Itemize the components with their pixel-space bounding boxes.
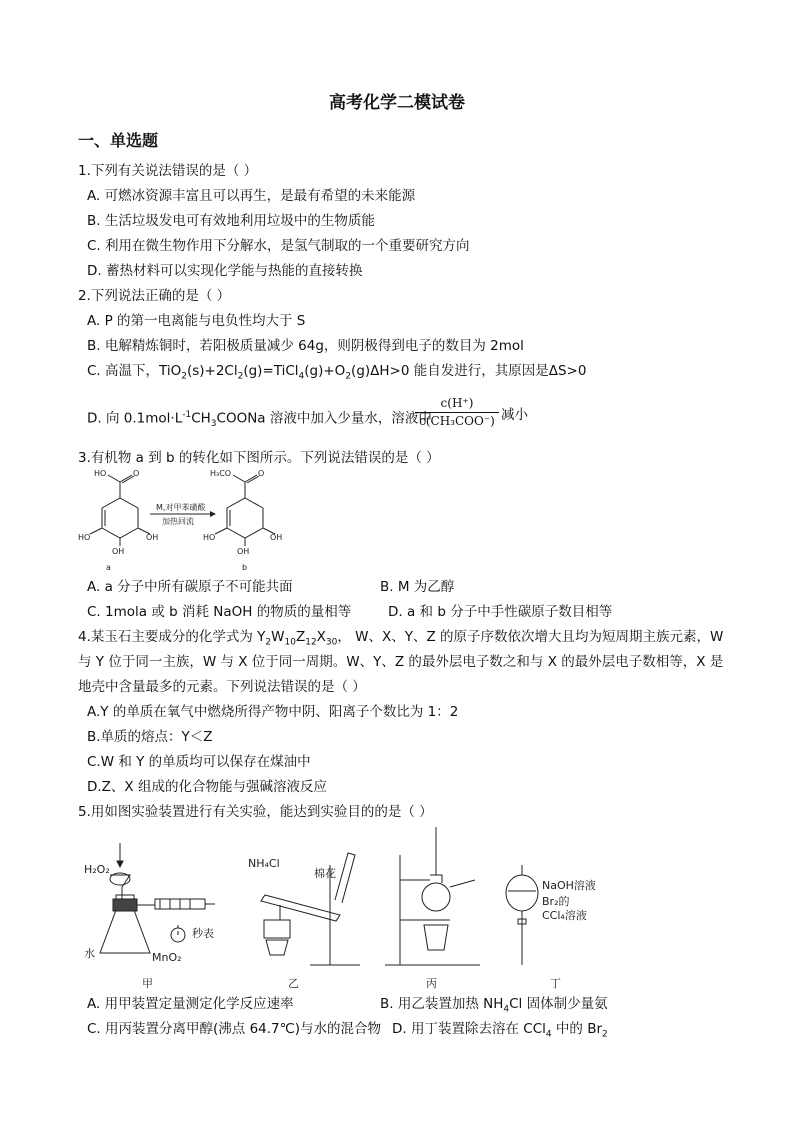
reagent-top: M,对甲苯磺酸	[156, 503, 206, 512]
group-o-b: O	[258, 469, 265, 478]
label-mno2: MnO₂	[152, 951, 182, 964]
q3-option-b: B. M 为乙醇	[380, 579, 455, 595]
caption-jia: 甲	[142, 977, 153, 990]
label-b: b	[242, 563, 248, 572]
q4-stem-line1: 4.某玉石主要成分的化学式为 $Y_2W_{10}Z_{12}X_{30}$， W、X、Y、Z 的原子序数依次增大且均为短周期主族元素，W	[78, 629, 724, 648]
molecule-a	[90, 475, 150, 546]
q3-option-a: A. a 分子中所有碳原子不可能共面	[87, 579, 293, 595]
q3-option-c: C. 1mola 或 b 消耗 NaOH 的物质的量相等	[87, 604, 352, 620]
label-h2o2: H₂O₂	[84, 863, 110, 876]
label-nh4cl: NH₄Cl	[248, 857, 280, 870]
q4-stem-line3: 地壳中含量最多的元素。下列说法错误的是（ ）	[78, 679, 366, 695]
q1-option-d: D. 蓄热材料可以实现化学能与热能的直接转换	[87, 263, 363, 279]
fraction-denominator: c(CH₃COO⁻)	[419, 414, 495, 428]
q3-stem: 3.有机物 a 到 b 的转化如下图所示。下列说法错误的是（ ）	[78, 450, 440, 466]
group-oh-a2: OH	[146, 533, 159, 542]
q2-option-d-tail: 减小	[501, 407, 528, 423]
q5-option-a: A. 用甲装置定量测定化学反应速率	[87, 996, 294, 1012]
caption-bing: 丙	[426, 977, 437, 990]
q5-option-c: C. 用丙装置分离甲醇(沸点 64.7℃)与水的混合物	[87, 1021, 382, 1037]
apparatus-ding	[506, 865, 538, 965]
label-water: 水	[84, 947, 95, 960]
reagent-bottom: 加热回流	[162, 517, 194, 526]
q3-reaction-scheme	[78, 469, 283, 575]
q5-stem: 5.用如图实验装置进行有关实验，能达到实验目的的是（ ）	[78, 804, 433, 820]
q4-option-a: A.Y 的单质在氧气中燃烧所得产物中阴、阳离子个数比为 1：2	[87, 704, 459, 720]
label-ccl4: CCl₄溶液	[542, 909, 587, 922]
group-ho-a2: HO	[78, 533, 91, 542]
q2-option-a: A. P 的第一电离能与电负性均大于 S	[87, 313, 306, 329]
q2-fraction	[413, 396, 501, 432]
group-ho-a: HO	[94, 469, 107, 478]
q2-option-b: B. 电解精炼铜时，若阳极质量减少 64g，则阴极得到电子的数目为 2mol	[87, 338, 524, 354]
group-ho-b: HO	[203, 533, 216, 542]
group-o-a: O	[133, 469, 140, 478]
label-a: a	[106, 563, 111, 572]
group-h3co-b: H₃CO	[210, 469, 232, 478]
q5-apparatus-figure	[80, 825, 620, 990]
q2-stem: 2.下列说法正确的是（ ）	[78, 288, 231, 304]
label-cotton: 棉花	[314, 867, 336, 880]
apparatus-bing	[385, 827, 480, 965]
arrow-head	[210, 511, 216, 517]
molecule-b	[215, 475, 275, 546]
q4-option-b: B.单质的熔点：Y＜Z	[87, 729, 213, 745]
q1-option-c: C. 利用在微生物作用下分解水，是氢气制取的一个重要研究方向	[87, 238, 470, 254]
q4-option-d: D.Z、X 组成的化合物能与强碱溶液反应	[87, 779, 327, 795]
caption-ding: 丁	[550, 977, 561, 990]
label-br2: Br₂的	[542, 895, 570, 908]
q1-option-a: A. 可燃冰资源丰富且可以再生，是最有希望的未来能源	[87, 188, 416, 204]
q3-option-d: D. a 和 b 分子中手性碳原子数目相等	[388, 604, 613, 620]
label-watch: 秒表	[192, 927, 214, 940]
caption-yi: 乙	[288, 977, 299, 990]
q5-option-d: D. 用丁装置除去溶在 CCl$_4$ 中的 $Br_2$	[392, 1021, 608, 1040]
group-oh-a1: OH	[112, 547, 125, 556]
q1-stem: 1.下列有关说法错误的是（ ）	[78, 163, 258, 179]
page-title: 高考化学二模试卷	[329, 93, 465, 113]
section-heading: 一、单选题	[78, 131, 159, 150]
q4-option-c: C.W 和 Y 的单质均可以保存在煤油中	[87, 754, 311, 770]
q5-option-b: B. 用乙装置加热 $NH_4Cl$ 固体制少量氨	[380, 996, 608, 1015]
group-oh-b2: OH	[270, 533, 283, 542]
label-naoh: NaOH溶液	[542, 879, 596, 892]
q2-option-c: C. 高温下，$TiO_2(s)+2Cl_2(g)=TiCl_4(g)+O_2(g)\Delta H>0$ 能自发进行，其原因是ΔS>0	[87, 363, 587, 382]
group-oh-b1: OH	[237, 547, 250, 556]
q2-option-d: D. 向 $0.1mol\cdot L^{-1}CH_3COONa$ 溶液中加入少量水，溶液中	[87, 410, 432, 430]
fraction-bar	[415, 412, 499, 413]
q4-stem-line2: 与 Y 位于同一主族，W 与 X 位于同一周期。W、Y、Z 的最外层电子数之和与 X 的最外层电子数相等，X 是	[78, 654, 724, 670]
fraction-numerator: c(H⁺)	[440, 396, 474, 410]
q1-option-b: B. 生活垃圾发电可有效地利用垃圾中的生物质能	[87, 213, 375, 229]
